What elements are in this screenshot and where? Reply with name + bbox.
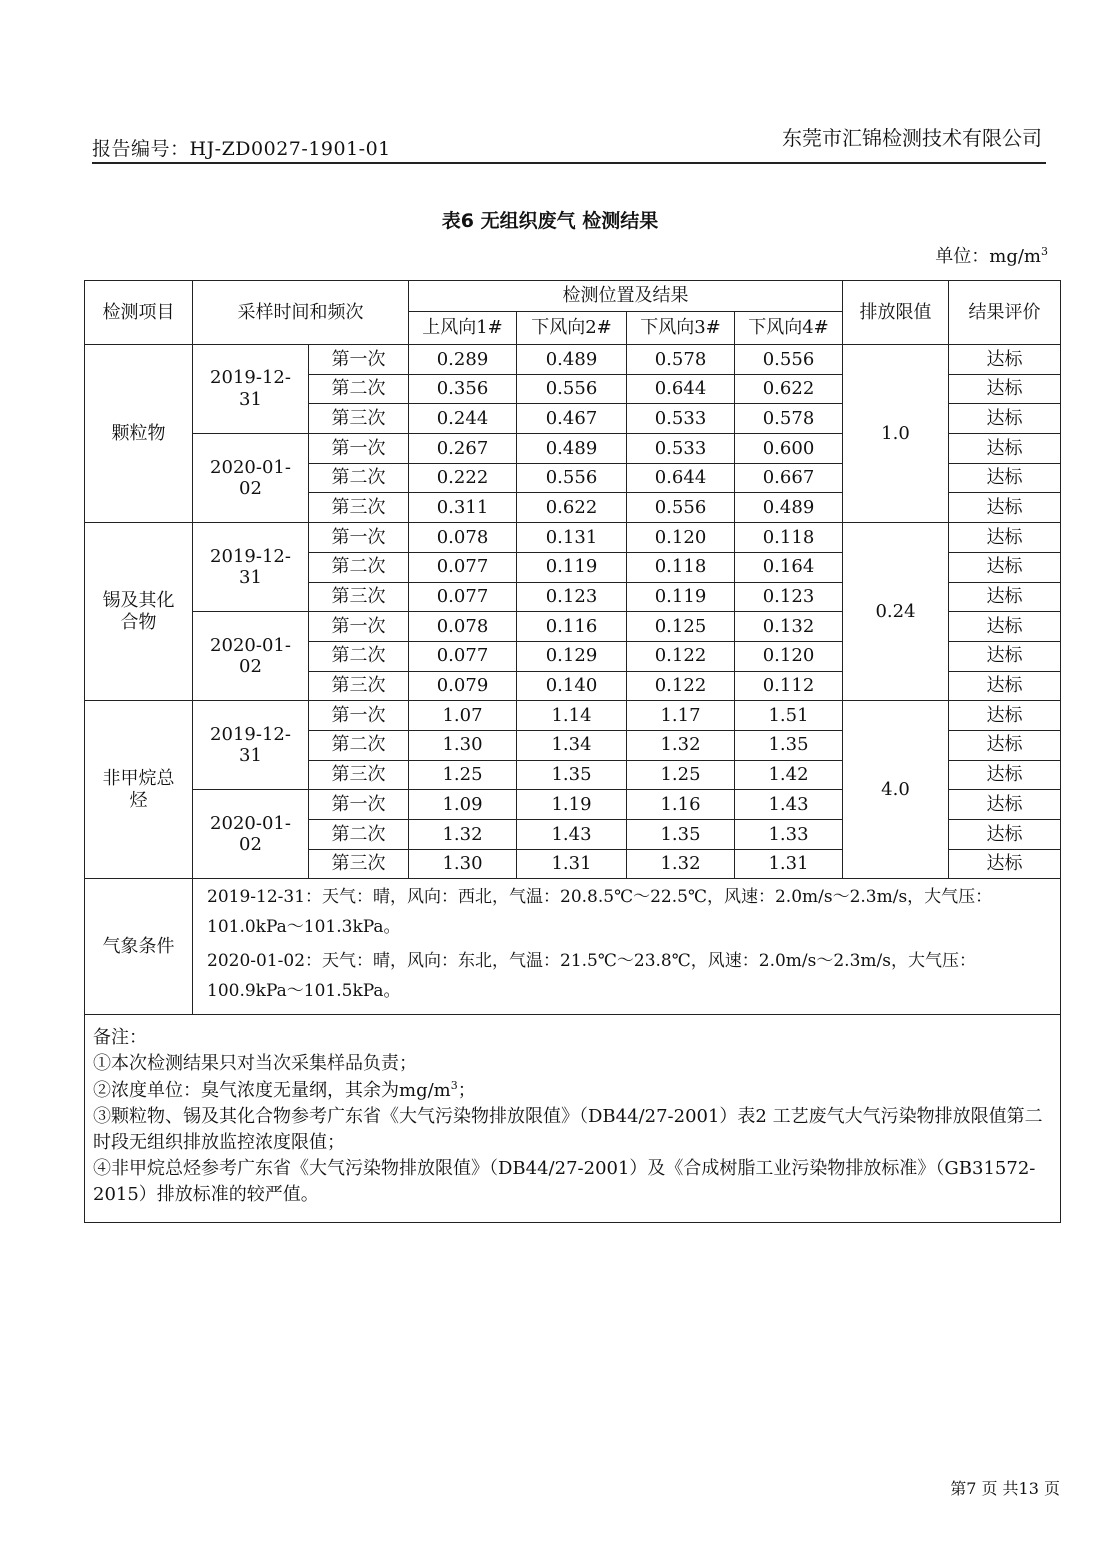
eval-cell: 达标: [949, 582, 1061, 612]
results-table: [84, 280, 1061, 1223]
page-number: 第7 页 共13 页: [950, 1479, 1060, 1498]
header-limit: 排放限值: [843, 281, 949, 345]
eval-cell: 达标: [949, 345, 1061, 375]
eval-cell: 达标: [949, 701, 1061, 731]
value-cell: 1.35: [627, 820, 735, 850]
header-position-4: 下风向4#: [735, 312, 843, 345]
value-cell: 1.43: [517, 820, 627, 850]
limit-cell: 0.24: [843, 523, 949, 701]
freq-cell: 第三次: [309, 760, 409, 790]
eval-cell: 达标: [949, 552, 1061, 582]
value-cell: 0.600: [735, 434, 843, 464]
value-cell: 0.267: [409, 434, 517, 464]
value-cell: 0.489: [517, 345, 627, 375]
eval-cell: 达标: [949, 493, 1061, 523]
value-cell: 0.123: [517, 582, 627, 612]
value-cell: 0.533: [627, 434, 735, 464]
freq-cell: 第一次: [309, 434, 409, 464]
value-cell: 0.222: [409, 463, 517, 493]
value-cell: 0.489: [517, 434, 627, 464]
item-cell: 颗粒物: [85, 345, 193, 523]
value-cell: 1.07: [409, 701, 517, 731]
value-cell: 0.356: [409, 374, 517, 404]
weather-label: 气象条件: [85, 879, 193, 1015]
value-cell: 0.120: [735, 641, 843, 671]
value-cell: 0.112: [735, 671, 843, 701]
value-cell: 1.31: [517, 849, 627, 879]
header-time: 采样时间和频次: [193, 281, 409, 345]
value-cell: 0.078: [409, 612, 517, 642]
value-cell: 0.556: [517, 374, 627, 404]
value-cell: 0.556: [517, 463, 627, 493]
value-cell: 0.119: [627, 582, 735, 612]
freq-cell: 第二次: [309, 820, 409, 850]
note-text: ①本次检测结果只对当次采集样品负责；: [93, 1053, 417, 1075]
header-item: 检测项目: [85, 281, 193, 345]
value-cell: 0.556: [735, 345, 843, 375]
item-cell: 锡及其化合物: [85, 523, 193, 701]
value-cell: 0.120: [627, 523, 735, 553]
date-cell: 2020-01-02: [193, 790, 309, 879]
unit-text: 单位：mg/m: [935, 246, 1041, 267]
value-cell: 0.118: [627, 552, 735, 582]
freq-cell: 第二次: [309, 552, 409, 582]
value-cell: 0.622: [517, 493, 627, 523]
value-cell: 0.122: [627, 641, 735, 671]
value-cell: 1.33: [735, 820, 843, 850]
date-cell: 2019-12-31: [193, 345, 309, 434]
freq-cell: 第一次: [309, 790, 409, 820]
value-cell: 0.533: [627, 404, 735, 434]
value-cell: 1.19: [517, 790, 627, 820]
eval-cell: 达标: [949, 374, 1061, 404]
value-cell: 0.644: [627, 463, 735, 493]
value-cell: 1.09: [409, 790, 517, 820]
value-cell: 0.289: [409, 345, 517, 375]
report-number: 报告编号：HJ-ZD0027-1901-01: [92, 138, 391, 160]
value-cell: 0.311: [409, 493, 517, 523]
freq-cell: 第二次: [309, 374, 409, 404]
table-row: [85, 701, 1061, 731]
value-cell: 0.077: [409, 582, 517, 612]
note-line: [93, 1051, 1050, 1077]
freq-cell: 第三次: [309, 582, 409, 612]
value-cell: 1.25: [627, 760, 735, 790]
value-cell: 1.35: [517, 760, 627, 790]
header-divider: [92, 162, 1046, 164]
table-row: [85, 523, 1061, 553]
header-position-3: 下风向3#: [627, 312, 735, 345]
value-cell: 0.125: [627, 612, 735, 642]
eval-cell: 达标: [949, 463, 1061, 493]
note-sup: 3: [450, 1078, 458, 1092]
eval-cell: 达标: [949, 612, 1061, 642]
header-eval: 结果评价: [949, 281, 1061, 345]
eval-cell: 达标: [949, 523, 1061, 553]
note-text: ②浓度单位：臭气浓度无量纲，其余为mg/m: [93, 1079, 451, 1101]
eval-cell: 达标: [949, 760, 1061, 790]
freq-cell: 第一次: [309, 701, 409, 731]
header-position-2: 下风向2#: [517, 312, 627, 345]
value-cell: 0.244: [409, 404, 517, 434]
limit-cell: 4.0: [843, 701, 949, 879]
value-cell: 1.32: [627, 730, 735, 760]
date-cell: 2020-01-02: [193, 434, 309, 523]
value-cell: 0.140: [517, 671, 627, 701]
header-positions: 检测位置及结果: [409, 281, 843, 312]
eval-cell: 达标: [949, 849, 1061, 879]
value-cell: 0.622: [735, 374, 843, 404]
value-cell: 1.34: [517, 730, 627, 760]
note-line: [93, 1104, 1050, 1156]
value-cell: 1.51: [735, 701, 843, 731]
eval-cell: 达标: [949, 404, 1061, 434]
value-cell: 0.467: [517, 404, 627, 434]
freq-cell: 第二次: [309, 730, 409, 760]
value-cell: 0.123: [735, 582, 843, 612]
value-cell: 1.17: [627, 701, 735, 731]
eval-cell: 达标: [949, 790, 1061, 820]
value-cell: 1.31: [735, 849, 843, 879]
value-cell: 0.131: [517, 523, 627, 553]
value-cell: 1.30: [409, 730, 517, 760]
value-cell: 1.16: [627, 790, 735, 820]
value-cell: 0.129: [517, 641, 627, 671]
notes-title: 备注：: [93, 1027, 147, 1049]
item-cell: 非甲烷总烃: [85, 701, 193, 879]
freq-cell: 第二次: [309, 641, 409, 671]
value-cell: 0.489: [735, 493, 843, 523]
value-cell: 0.079: [409, 671, 517, 701]
value-cell: 0.118: [735, 523, 843, 553]
freq-cell: 第三次: [309, 849, 409, 879]
unit-sup: 3: [1041, 245, 1048, 258]
value-cell: 0.122: [627, 671, 735, 701]
value-cell: 0.116: [517, 612, 627, 642]
eval-cell: 达标: [949, 730, 1061, 760]
weather-row: [85, 879, 1061, 1015]
header-position-1: 上风向1#: [409, 312, 517, 345]
value-cell: 1.32: [627, 849, 735, 879]
freq-cell: 第三次: [309, 404, 409, 434]
eval-cell: 达标: [949, 820, 1061, 850]
value-cell: 0.667: [735, 463, 843, 493]
value-cell: 0.578: [627, 345, 735, 375]
value-cell: 1.14: [517, 701, 627, 731]
note-line: [93, 1078, 1050, 1104]
weather-line: 2020-01-02：天气：晴，风向：东北，气温：21.5℃～23.8℃，风速：2.0m/s～2.3m/s，大气压：100.9kPa～101.5kPa。: [207, 950, 976, 1001]
notes-cell: [85, 1015, 1061, 1223]
notes-row: [85, 1015, 1061, 1223]
freq-cell: 第一次: [309, 345, 409, 375]
value-cell: 0.077: [409, 552, 517, 582]
freq-cell: 第三次: [309, 493, 409, 523]
freq-cell: 第一次: [309, 612, 409, 642]
eval-cell: 达标: [949, 434, 1061, 464]
note-text: ③颗粒物、锡及其化合物参考广东省《大气污染物排放限值》（DB44/27-2001）表2 工艺废气大气污染物排放限值第二时段无组织排放监控浓度限值；: [93, 1105, 1043, 1153]
eval-cell: 达标: [949, 641, 1061, 671]
value-cell: 1.32: [409, 820, 517, 850]
value-cell: 0.644: [627, 374, 735, 404]
limit-cell: 1.0: [843, 345, 949, 523]
value-cell: 1.43: [735, 790, 843, 820]
value-cell: 0.078: [409, 523, 517, 553]
unit-label: [935, 242, 1048, 268]
note-line: [93, 1156, 1050, 1208]
date-cell: 2020-01-02: [193, 612, 309, 701]
value-cell: 1.30: [409, 849, 517, 879]
table-title: 表6 无组织废气 检测结果: [441, 210, 659, 232]
weather-line: 2019-12-31：天气：晴，风向：西北，气温：20.8.5℃～22.5℃，风速：2.0m/s～2.3m/s，大气压：101.0kPa～101.3kPa。: [207, 887, 993, 938]
freq-cell: 第三次: [309, 671, 409, 701]
value-cell: 0.132: [735, 612, 843, 642]
value-cell: 0.164: [735, 552, 843, 582]
value-cell: 1.25: [409, 760, 517, 790]
value-cell: 0.077: [409, 641, 517, 671]
freq-cell: 第二次: [309, 463, 409, 493]
company-name: 东莞市汇锦检测技术有限公司: [782, 126, 1042, 150]
value-cell: 0.578: [735, 404, 843, 434]
freq-cell: 第一次: [309, 523, 409, 553]
note-tail: ；: [457, 1079, 476, 1101]
value-cell: 0.119: [517, 552, 627, 582]
date-cell: 2019-12-31: [193, 701, 309, 790]
value-cell: 0.556: [627, 493, 735, 523]
table-row: [85, 345, 1061, 375]
eval-cell: 达标: [949, 671, 1061, 701]
value-cell: 1.35: [735, 730, 843, 760]
value-cell: 1.42: [735, 760, 843, 790]
weather-text: [193, 879, 1061, 1015]
date-cell: 2019-12-31: [193, 523, 309, 612]
note-text: ④非甲烷总烃参考广东省《大气污染物排放限值》（DB44/27-2001）及《合成树脂工业污染物排放标准》（GB31572-2015）排放标准的较严值。: [93, 1157, 1036, 1205]
